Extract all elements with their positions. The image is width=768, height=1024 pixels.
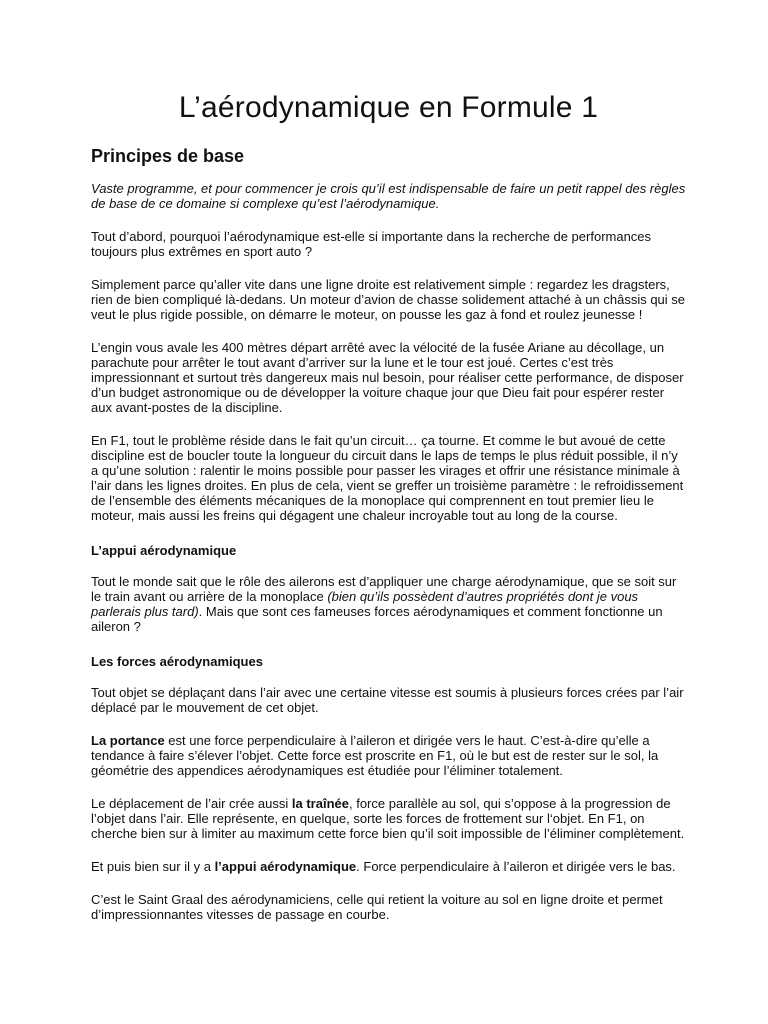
text-run: . Force perpendiculaire à l’aileron et dirigée vers le bas. (356, 859, 676, 874)
section-heading-forces: Les forces aérodynamiques (91, 654, 263, 669)
intro-paragraph: Vaste programme, et pour commencer je crois qu’il est indispensable de faire un petit rappel des règles de base de ce domaine si complexe qu’est l’aérodynamique. (91, 181, 686, 211)
document-page (91, 88, 686, 922)
italic-text: (bien qu’ils possèdent d’autres propriétés dont je vous parlerais plus tard) (91, 589, 639, 619)
paragraph: L’engin vous avale les 400 mètres départ arrêté avec la vélocité de la fusée Ariane au décollage, un parachute pour arrêter le tout avant d’arriver sur la lune et le tour est joué. Certes c’est très impressionnant et surtout très dangereux mais nul besoin, pour réaliser cette performance, de disposer d’un budget astronomique ou de développer la voiture chaque jour que Dieu fait pour espérer rester aux avant-postes de la discipline. (91, 340, 684, 415)
text-run: . Mais que sont ces fameuses forces aérodynamiques et comment fonctionne un aileron ? (91, 604, 663, 634)
paragraph: Simplement parce qu’aller vite dans une ligne droite est relativement simple : regardez les dragsters, rien de bien compliqué là-dedans. Un moteur d’avion de chasse solidement attaché à un châssis qui se veut le plus rigide possible, on démarre le moteur, on pousse les gaz à fond et roulez jeunesse ! (91, 277, 686, 322)
text-run: , force parallèle au sol, qui s’oppose à la progression de l’objet dans l’air. Elle représente, en quelque, sorte les forces de frottement sur l‘objet. En F1, on cherche bien sur à limiter au maximum cette force bien qu’il soit impossible de l’éliminer complètement. (91, 796, 685, 841)
text-run: est une force perpendiculaire à l’aileron et dirigée vers le haut. C’est-à-dire qu’elle a tendance à faire s’élever l’objet. Cette force est proscrite en F1, où le but est de rester sur le sol, la géométrie des appendices aérodynamiques est étudiée pour l’éliminer totalement. (91, 733, 659, 778)
section-heading-principes: Principes de base (91, 146, 245, 166)
paragraph: Tout objet se déplaçant dans l’air avec une certaine vitesse est soumis à plusieurs forces crées par l’air déplacé par le mouvement de cet objet. (91, 685, 684, 715)
paragraph (91, 733, 686, 778)
text-run: Tout le monde sait que le rôle des ailerons est d’appliquer une charge aérodynamique, que se soit sur le train avant ou arrière de la monoplace (91, 574, 677, 604)
paragraph: C’est le Saint Graal des aérodynamiciens, celle qui retient la voiture au sol en ligne droite et permet d’impressionnantes vitesses de passage en courbe. (91, 892, 663, 922)
section-heading-appui: L’appui aérodynamique (91, 543, 237, 558)
paragraph (91, 574, 686, 634)
bold-term: la traînée (291, 796, 349, 811)
text-run: Et puis bien sur il y a (91, 859, 215, 874)
bold-term: l’appui aérodynamique (214, 859, 357, 874)
paragraph (91, 859, 686, 874)
paragraph: Tout d’abord, pourquoi l’aérodynamique est-elle si importante dans la recherche de performances toujours plus extrêmes en sport auto ? (91, 229, 652, 259)
bold-term: La portance (91, 733, 165, 748)
document-title: L’aérodynamique en Formule 1 (178, 91, 599, 124)
text-run: Le déplacement de l’air crée aussi (91, 796, 292, 811)
paragraph (91, 796, 686, 841)
paragraph: En F1, tout le problème réside dans le fait qu’un circuit… ça tourne. Et comme le but avoué de cette discipline est de boucler toute la longueur du circuit dans le laps de temps le plus réduit possible, il n’y a qu’une solution : ralentir le moins possible pour passer les virages et offrir une résistance minimale à l’air dans les lignes droites. En plus de cela, vient se greffer un troisième paramètre : le refroidissement de l’ensemble des éléments mécaniques de la monoplace qui comprennent en tout premier lieu le moteur, mais aussi les freins qui dégagent une chaleur incroyable tout au long de la course. (91, 433, 684, 523)
